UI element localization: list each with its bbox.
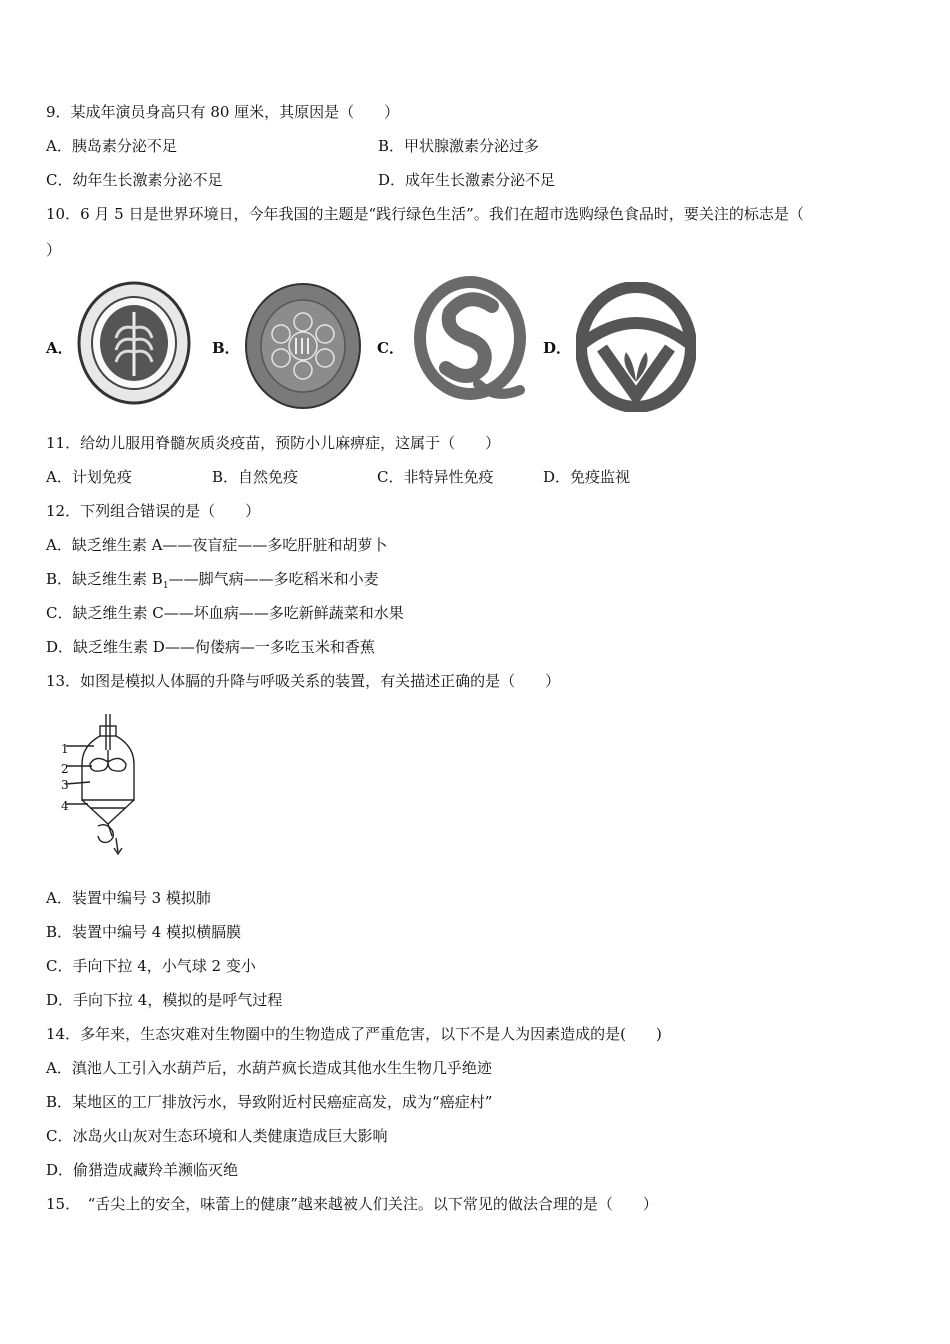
q12-option-d: D．缺乏维生素 D——佝偻病—一多吃玉米和香蕉: [46, 638, 375, 656]
question-10-stem-line1: 10．6 月 5 日是世界环境日，今年我国的主题是“践行绿色生活”。我们在超市选购绿色食品时，要关注的标志是（: [46, 205, 804, 223]
diagram-label-2: 2: [61, 762, 69, 776]
q14-option-b: B．某地区的工厂排放污水，导致附近村民癌症高发，成为“癌症村”: [46, 1093, 493, 1111]
diagram-label-3: 3: [61, 778, 69, 792]
qs-logo-image: [408, 272, 528, 408]
q12-option-b-prefix: B．缺乏维生素 B: [46, 570, 163, 588]
q11-option-a: A．计划免疫: [46, 468, 132, 486]
question-13-stem: 13．如图是模拟人体膈的升降与呼吸关系的装置，有关描述正确的是（ ）: [46, 672, 561, 690]
diaphragm-model-diagram: [60, 712, 140, 862]
q11-option-c: C．非特异性免疫: [377, 468, 494, 486]
q13-option-a: A．装置中编号 3 模拟肺: [46, 889, 211, 907]
q9-option-a: A．胰岛素分泌不足: [46, 137, 177, 155]
q12-option-b-subscript: 1: [162, 581, 169, 591]
q12-option-b-suffix: ——脚气病——多吃稻米和小麦: [168, 570, 379, 588]
q12-option-c: C．缺乏维生素 C——坏血病——多吃新鲜蔬菜和水果: [46, 604, 404, 622]
question-11-stem: 11．给幼儿服用脊髓灰质炎疫苗，预防小儿麻痹症，这属于（ ）: [46, 434, 501, 452]
q9-option-c: C．幼年生长激素分泌不足: [46, 171, 223, 189]
q10-label-d: D．: [543, 339, 572, 357]
q10-label-a: A．: [46, 339, 73, 357]
diagram-label-1: 1: [61, 742, 69, 756]
question-14-stem: 14．多年来，生态灾难对生物圈中的生物造成了严重危害，以下不是人为因素造成的是( ): [46, 1025, 662, 1043]
green-v-logo-image: [576, 282, 696, 412]
question-9-stem: 9．某成年演员身高只有 80 厘米，其原因是（ ）: [46, 103, 400, 121]
q10-label-c: C．: [377, 339, 404, 357]
q12-option-b: [46, 569, 379, 596]
q11-option-b: B．自然免疫: [212, 468, 299, 486]
q14-option-d: D．偷猎造成藏羚羊濒临灭绝: [46, 1161, 239, 1179]
green-food-logo-image: [76, 280, 192, 406]
q13-option-b: B．装置中编号 4 模拟横膈膜: [46, 923, 242, 941]
q13-option-c: C．手向下拉 4，小气球 2 变小: [46, 957, 256, 975]
question-12-stem: 12．下列组合错误的是（ ）: [46, 502, 261, 520]
q10-label-b: B．: [212, 339, 240, 357]
environment-logo-image: [244, 282, 362, 410]
q12-option-a: A．缺乏维生素 A——夜盲症——多吃肝脏和胡萝卜: [46, 536, 388, 554]
q9-option-d: D．成年生长激素分泌不足: [378, 171, 556, 189]
question-15-stem: 15． “舌尖上的安全，味蕾上的健康”越来越被人们关注。以下常见的做法合理的是（ ）: [46, 1195, 658, 1213]
q13-option-d: D．手向下拉 4，模拟的是呼气过程: [46, 991, 283, 1009]
q14-option-c: C．冰岛火山灰对生态环境和人类健康造成巨大影响: [46, 1127, 388, 1145]
question-10-stem-line2: ）: [46, 241, 62, 259]
q11-option-d: D．免疫监视: [543, 468, 631, 486]
q9-option-b: B．甲状腺激素分泌过多: [378, 137, 540, 155]
q14-option-a: A．滇池人工引入水葫芦后，水葫芦疯长造成其他水生生物几乎绝迹: [46, 1059, 492, 1077]
diagram-label-4: 4: [61, 799, 69, 813]
